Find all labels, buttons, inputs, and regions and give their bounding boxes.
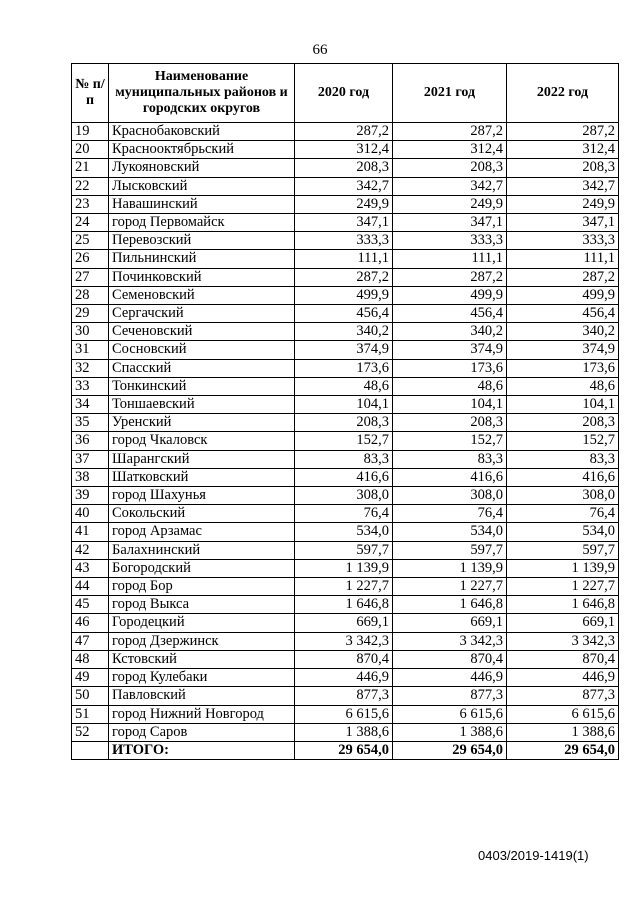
row-value-2022: 1 646,8 — [507, 596, 619, 614]
table-row — [72, 614, 619, 632]
row-number: 36 — [72, 432, 109, 450]
row-value-2021: 1 646,8 — [393, 596, 507, 614]
row-value-2022: 456,4 — [507, 305, 619, 323]
row-value-2022: 416,6 — [507, 468, 619, 486]
row-number: 47 — [72, 632, 109, 650]
row-value-2021: 48,6 — [393, 377, 507, 395]
row-number: 31 — [72, 341, 109, 359]
row-value-2022: 173,6 — [507, 359, 619, 377]
row-district-name: город Бор — [109, 578, 295, 596]
row-value-2022: 312,4 — [507, 141, 619, 159]
row-number: 23 — [72, 195, 109, 213]
total-2020: 29 654,0 — [295, 741, 393, 759]
row-value-2020: 456,4 — [295, 305, 393, 323]
table-row — [72, 523, 619, 541]
row-value-2020: 3 342,3 — [295, 632, 393, 650]
row-value-2020: 877,3 — [295, 687, 393, 705]
row-value-2021: 340,2 — [393, 323, 507, 341]
row-number: 45 — [72, 596, 109, 614]
row-value-2021: 499,9 — [393, 286, 507, 304]
row-value-2020: 1 388,6 — [295, 723, 393, 741]
row-value-2021: 152,7 — [393, 432, 507, 450]
row-value-2022: 48,6 — [507, 377, 619, 395]
total-row — [72, 741, 619, 759]
row-value-2021: 669,1 — [393, 614, 507, 632]
row-value-2020: 249,9 — [295, 195, 393, 213]
row-number: 51 — [72, 705, 109, 723]
row-number: 20 — [72, 141, 109, 159]
row-value-2022: 111,1 — [507, 250, 619, 268]
row-value-2022: 308,0 — [507, 487, 619, 505]
table-row — [72, 268, 619, 286]
table-row — [72, 705, 619, 723]
row-number: 39 — [72, 487, 109, 505]
row-number: 46 — [72, 614, 109, 632]
row-value-2022: 83,3 — [507, 450, 619, 468]
table-header-row — [72, 64, 619, 123]
row-value-2021: 597,7 — [393, 541, 507, 559]
table-row — [72, 214, 619, 232]
row-district-name: Починковский — [109, 268, 295, 286]
table-row — [72, 159, 619, 177]
row-value-2021: 83,3 — [393, 450, 507, 468]
row-value-2020: 416,6 — [295, 468, 393, 486]
row-value-2022: 877,3 — [507, 687, 619, 705]
row-number: 49 — [72, 669, 109, 687]
row-number: 44 — [72, 578, 109, 596]
total-num-cell — [72, 741, 109, 759]
row-value-2021: 249,9 — [393, 195, 507, 213]
table-row — [72, 650, 619, 668]
row-value-2021: 312,4 — [393, 141, 507, 159]
row-number: 34 — [72, 396, 109, 414]
table-row — [72, 450, 619, 468]
row-district-name: Сокольский — [109, 505, 295, 523]
row-value-2020: 308,0 — [295, 487, 393, 505]
row-value-2020: 104,1 — [295, 396, 393, 414]
table-row — [72, 559, 619, 577]
table-row — [72, 578, 619, 596]
row-number: 19 — [72, 123, 109, 141]
header-2022: 2022 год — [507, 64, 619, 123]
row-value-2020: 1 139,9 — [295, 559, 393, 577]
table-row — [72, 141, 619, 159]
table-row — [72, 177, 619, 195]
row-value-2021: 287,2 — [393, 123, 507, 141]
row-district-name: Навашинский — [109, 195, 295, 213]
row-value-2021: 446,9 — [393, 669, 507, 687]
row-number: 43 — [72, 559, 109, 577]
row-district-name: город Выкса — [109, 596, 295, 614]
table-row — [72, 468, 619, 486]
row-value-2022: 249,9 — [507, 195, 619, 213]
row-number: 25 — [72, 232, 109, 250]
row-value-2021: 104,1 — [393, 396, 507, 414]
row-value-2020: 312,4 — [295, 141, 393, 159]
row-district-name: Спасский — [109, 359, 295, 377]
row-number: 41 — [72, 523, 109, 541]
table-row — [72, 250, 619, 268]
row-value-2021: 208,3 — [393, 159, 507, 177]
allocation-table — [71, 63, 619, 760]
row-district-name: город Шахунья — [109, 487, 295, 505]
row-value-2022: 669,1 — [507, 614, 619, 632]
row-value-2021: 347,1 — [393, 214, 507, 232]
header-2020: 2020 год — [295, 64, 393, 123]
row-value-2021: 1 139,9 — [393, 559, 507, 577]
row-number: 52 — [72, 723, 109, 741]
row-district-name: Балахнинский — [109, 541, 295, 559]
row-value-2022: 1 139,9 — [507, 559, 619, 577]
row-value-2022: 208,3 — [507, 159, 619, 177]
row-value-2021: 333,3 — [393, 232, 507, 250]
row-value-2020: 48,6 — [295, 377, 393, 395]
row-value-2022: 446,9 — [507, 669, 619, 687]
row-district-name: Сосновский — [109, 341, 295, 359]
row-number: 42 — [72, 541, 109, 559]
row-value-2020: 347,1 — [295, 214, 393, 232]
row-value-2020: 374,9 — [295, 341, 393, 359]
table-row — [72, 541, 619, 559]
row-value-2020: 342,7 — [295, 177, 393, 195]
table-row — [72, 669, 619, 687]
total-2022: 29 654,0 — [507, 741, 619, 759]
row-value-2020: 1 227,7 — [295, 578, 393, 596]
row-value-2022: 1 388,6 — [507, 723, 619, 741]
row-value-2020: 287,2 — [295, 123, 393, 141]
page-number: 66 — [312, 42, 328, 58]
row-value-2021: 1 227,7 — [393, 578, 507, 596]
row-district-name: Краснобаковский — [109, 123, 295, 141]
row-value-2022: 152,7 — [507, 432, 619, 450]
row-value-2021: 416,6 — [393, 468, 507, 486]
row-value-2021: 870,4 — [393, 650, 507, 668]
table-row — [72, 195, 619, 213]
row-value-2022: 499,9 — [507, 286, 619, 304]
row-number: 29 — [72, 305, 109, 323]
row-number: 48 — [72, 650, 109, 668]
row-value-2020: 76,4 — [295, 505, 393, 523]
row-number: 40 — [72, 505, 109, 523]
row-district-name: Краснооктябрьский — [109, 141, 295, 159]
table-row — [72, 123, 619, 141]
row-value-2020: 534,0 — [295, 523, 393, 541]
row-value-2020: 597,7 — [295, 541, 393, 559]
row-value-2022: 534,0 — [507, 523, 619, 541]
row-number: 28 — [72, 286, 109, 304]
row-district-name: Перевозский — [109, 232, 295, 250]
row-value-2020: 152,7 — [295, 432, 393, 450]
row-district-name: Пильнинский — [109, 250, 295, 268]
row-district-name: город Чкаловск — [109, 432, 295, 450]
row-number: 38 — [72, 468, 109, 486]
table-row — [72, 414, 619, 432]
table-row — [72, 487, 619, 505]
table-row — [72, 505, 619, 523]
row-district-name: Сеченовский — [109, 323, 295, 341]
row-district-name: Шарангский — [109, 450, 295, 468]
row-number: 26 — [72, 250, 109, 268]
row-value-2022: 870,4 — [507, 650, 619, 668]
row-value-2020: 1 646,8 — [295, 596, 393, 614]
row-district-name: город Первомайск — [109, 214, 295, 232]
total-2021: 29 654,0 — [393, 741, 507, 759]
row-value-2020: 333,3 — [295, 232, 393, 250]
row-value-2021: 111,1 — [393, 250, 507, 268]
row-district-name: Семеновский — [109, 286, 295, 304]
row-district-name: Павловский — [109, 687, 295, 705]
row-number: 27 — [72, 268, 109, 286]
row-value-2020: 499,9 — [295, 286, 393, 304]
row-value-2020: 6 615,6 — [295, 705, 393, 723]
row-value-2021: 877,3 — [393, 687, 507, 705]
row-value-2021: 374,9 — [393, 341, 507, 359]
row-value-2020: 287,2 — [295, 268, 393, 286]
total-label: ИТОГО: — [109, 741, 295, 759]
table-body — [72, 123, 619, 742]
row-number: 32 — [72, 359, 109, 377]
row-district-name: город Кулебаки — [109, 669, 295, 687]
row-number: 37 — [72, 450, 109, 468]
document-code: 0403/2019-1419(1) — [478, 848, 589, 863]
row-district-name: город Саров — [109, 723, 295, 741]
table-row — [72, 286, 619, 304]
row-value-2022: 287,2 — [507, 268, 619, 286]
row-value-2020: 446,9 — [295, 669, 393, 687]
table-row — [72, 341, 619, 359]
row-district-name: Шатковский — [109, 468, 295, 486]
table-row — [72, 323, 619, 341]
table-row — [72, 596, 619, 614]
row-value-2022: 287,2 — [507, 123, 619, 141]
row-district-name: Богородский — [109, 559, 295, 577]
table-row — [72, 687, 619, 705]
row-value-2021: 6 615,6 — [393, 705, 507, 723]
row-value-2022: 104,1 — [507, 396, 619, 414]
row-value-2021: 308,0 — [393, 487, 507, 505]
row-value-2021: 208,3 — [393, 414, 507, 432]
header-name: Наименование муниципальных районов и городских округов — [109, 64, 295, 123]
row-value-2021: 76,4 — [393, 505, 507, 523]
row-value-2022: 208,3 — [507, 414, 619, 432]
row-value-2022: 3 342,3 — [507, 632, 619, 650]
row-value-2022: 76,4 — [507, 505, 619, 523]
table-row — [72, 305, 619, 323]
row-value-2020: 111,1 — [295, 250, 393, 268]
row-value-2021: 3 342,3 — [393, 632, 507, 650]
row-value-2021: 173,6 — [393, 359, 507, 377]
table-row — [72, 359, 619, 377]
row-number: 24 — [72, 214, 109, 232]
row-value-2020: 83,3 — [295, 450, 393, 468]
row-district-name: город Дзержинск — [109, 632, 295, 650]
row-number: 22 — [72, 177, 109, 195]
row-value-2021: 342,7 — [393, 177, 507, 195]
row-value-2021: 456,4 — [393, 305, 507, 323]
row-value-2021: 287,2 — [393, 268, 507, 286]
row-number: 33 — [72, 377, 109, 395]
table-row — [72, 632, 619, 650]
row-value-2020: 870,4 — [295, 650, 393, 668]
row-district-name: Сергачский — [109, 305, 295, 323]
row-district-name: город Нижний Новгород — [109, 705, 295, 723]
row-value-2022: 342,7 — [507, 177, 619, 195]
row-number: 30 — [72, 323, 109, 341]
row-value-2021: 534,0 — [393, 523, 507, 541]
row-value-2021: 1 388,6 — [393, 723, 507, 741]
row-value-2020: 340,2 — [295, 323, 393, 341]
row-district-name: Лукояновский — [109, 159, 295, 177]
row-value-2022: 1 227,7 — [507, 578, 619, 596]
table-row — [72, 432, 619, 450]
row-district-name: Лысковский — [109, 177, 295, 195]
header-2021: 2021 год — [393, 64, 507, 123]
row-value-2020: 173,6 — [295, 359, 393, 377]
table-row — [72, 377, 619, 395]
row-value-2020: 208,3 — [295, 159, 393, 177]
row-value-2022: 6 615,6 — [507, 705, 619, 723]
table-row — [72, 232, 619, 250]
row-number: 21 — [72, 159, 109, 177]
row-district-name: Тоншаевский — [109, 396, 295, 414]
row-number: 35 — [72, 414, 109, 432]
table-row — [72, 723, 619, 741]
row-district-name: город Арзамас — [109, 523, 295, 541]
row-number: 50 — [72, 687, 109, 705]
row-value-2020: 669,1 — [295, 614, 393, 632]
row-district-name: Кстовский — [109, 650, 295, 668]
row-district-name: Тонкинский — [109, 377, 295, 395]
header-num: № п/п — [72, 64, 109, 123]
row-value-2022: 340,2 — [507, 323, 619, 341]
table-row — [72, 396, 619, 414]
row-value-2022: 374,9 — [507, 341, 619, 359]
row-district-name: Уренский — [109, 414, 295, 432]
row-value-2022: 597,7 — [507, 541, 619, 559]
row-value-2020: 208,3 — [295, 414, 393, 432]
row-district-name: Городецкий — [109, 614, 295, 632]
row-value-2022: 347,1 — [507, 214, 619, 232]
row-value-2022: 333,3 — [507, 232, 619, 250]
